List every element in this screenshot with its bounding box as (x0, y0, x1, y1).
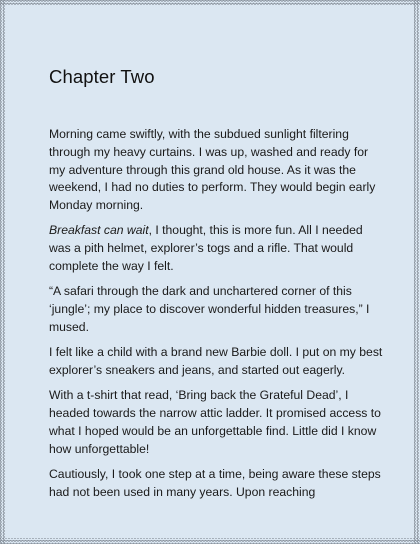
chapter-title: Chapter Two (49, 66, 155, 87)
paragraph-6-text: Cautiously, I took one step at a time, being aware these steps had not been used in many years. Upon reaching (49, 467, 381, 499)
paragraph-2-italic-lead: Breakfast can wait (49, 223, 149, 238)
paragraph-2-text: , I thought, this is more fun. All I needed was a pith helmet, explorer’s togs and a rifle. That would complete the way I felt. (49, 223, 363, 274)
paragraph-3 (49, 283, 384, 336)
paragraph-1 (49, 126, 384, 215)
chapter-content (49, 66, 384, 509)
paragraph-4 (49, 344, 384, 380)
paragraph-1-text: Morning came swiftly, with the subdued sunlight filtering through my heavy curtains. I was up, washed and ready for my adventure through this grand old house. As it was the weekend, I had no duties to perform. They would begin early Monday morning. (49, 127, 376, 213)
paragraph-3-text: “A safari through the dark and unchartered corner of this ‘jungle’; my place to discover wonderful hidden treasures,” I mused. (49, 284, 370, 334)
paragraph-5 (49, 387, 384, 458)
paragraph-5-text: With a t-shirt that read, ‘Bring back the Grateful Dead’, I headed towards the narrow attic ladder. It promised access to what I hoped would be an unforgettable find. Little did I know how unforgettable! (49, 388, 381, 456)
paragraph-2 (49, 222, 384, 275)
paragraph-6 (49, 466, 384, 502)
paragraph-4-text: I felt like a child with a brand new Barbie doll. I put on my best explorer’s sneakers and jeans, and started out eagerly. (49, 345, 383, 378)
